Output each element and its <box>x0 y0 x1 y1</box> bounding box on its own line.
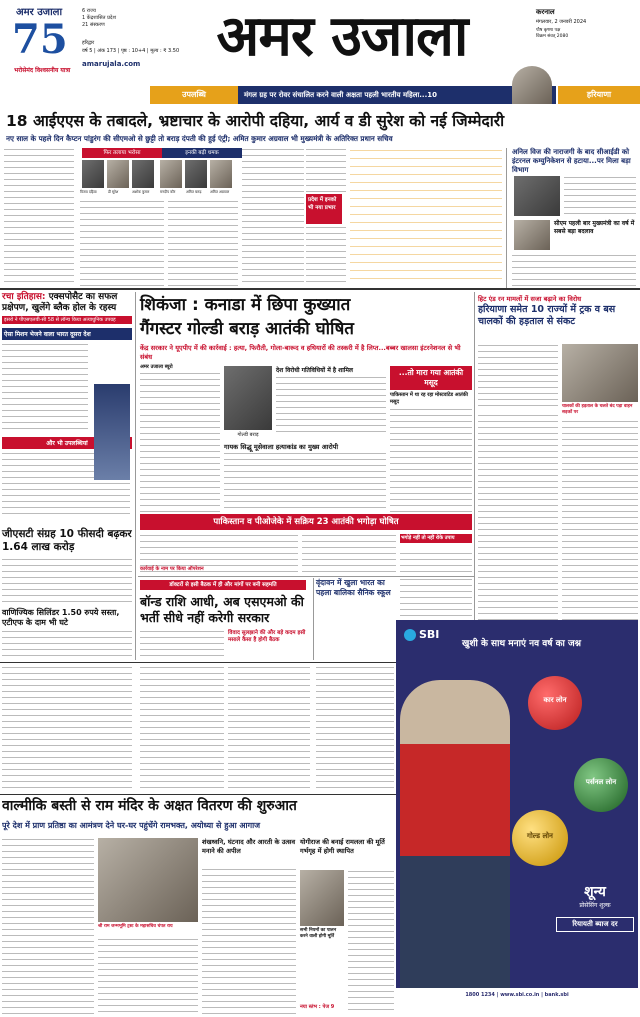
anniversary-tagline: भरोसेमंद विश्वसनीय यात्रा <box>14 67 71 74</box>
gangster-photo <box>224 366 272 430</box>
doctors-text-3 <box>228 666 310 792</box>
right-top-photo <box>514 176 560 216</box>
ornament-gold-label: गोल्ड लोन <box>527 832 553 840</box>
pakistan-text-3 <box>400 552 472 574</box>
sbi-logo <box>404 628 439 641</box>
lead-column-5 <box>306 148 346 192</box>
rocket-image <box>94 384 130 480</box>
lead-list <box>350 148 502 286</box>
doctors-headline[interactable]: बॉन्ड राशि आधी, अब एसएमओ की भर्ती सीधे नहीं करेगी सरकार <box>140 594 304 625</box>
right-top-text-2 <box>512 254 636 286</box>
ribbon <box>0 86 640 104</box>
gangster-headline-2[interactable]: गैंगस्टर गोल्डी बराड़ आतंकी घोषित <box>140 319 354 339</box>
edition-info-editions: 21 संस्करण <box>82 22 105 28</box>
divider-col-1 <box>135 292 136 660</box>
ram-photo-2 <box>300 870 344 926</box>
doctors-quote: विवाद सुलझाने की और बड़े कदम इसी मसाले कैसा है होगी बैठक <box>228 630 306 643</box>
divider-right-top <box>506 148 507 288</box>
sbi-headline: खुशी के साथ मनाएं नव वर्ष का जश्न <box>462 639 581 649</box>
portrait-3 <box>132 160 154 188</box>
pakistan-headline[interactable]: पाकिस्तान व पीओजेके में सक्रिय 23 आतंकी भगोड़ा घोषित <box>140 514 472 530</box>
date: मंगलवार, 2 जनवरी 2024 <box>536 19 587 25</box>
vrindavan-text-2 <box>316 666 394 792</box>
anniversary-logo <box>12 18 74 66</box>
lead-column-4 <box>242 148 304 286</box>
portrait-5 <box>185 160 207 188</box>
gangster-caption: गोल्डी बराड़ <box>237 432 259 438</box>
portrait-1 <box>82 160 104 188</box>
rule-1 <box>0 288 640 290</box>
ram-col-3 <box>202 868 296 1014</box>
right-top-photo-2 <box>514 220 550 250</box>
doctors-strap: डॉक्टरों से इसी बैठक में ही और मांगों पर बनी सहमति <box>140 580 306 590</box>
newspaper-title: अमर उजाला <box>216 3 468 69</box>
ram-caption-1: श्री राम जन्मभूमि ट्रस्ट के महासचिव चंपत राय <box>98 924 173 929</box>
ram-col-1 <box>2 838 94 1014</box>
name-1: विजय दहिया <box>80 190 97 194</box>
name-5: अमित बराड़ <box>186 190 202 194</box>
gangster-box-lines <box>390 408 472 512</box>
rocket-title: एक्सपोसैट का सफल प्रक्षेपण, खुलेंगे ब्लैक होल के रहस्य <box>2 292 118 313</box>
gst-text <box>2 558 132 604</box>
panchang-1: पौष कृष्णा पक्ष <box>536 28 561 33</box>
edition-name: हरिद्वार <box>82 40 95 46</box>
portrait-4 <box>160 160 182 188</box>
lead-tag-1: फिर तलाया भरोसा <box>82 148 162 158</box>
ornament-car-label: कार लोन <box>543 696 567 704</box>
right-top-headline[interactable]: अनिल विज की नाराजगी के बाद सीआईडी को इंटरनल कम्युनिकेशन से हटाया...पर मिला बड़ा विभाग <box>512 148 631 174</box>
rocket-box-1: ऐसा मिशन भेजने वाला भारत दूसरा देश <box>2 328 132 340</box>
rule-3 <box>0 794 396 795</box>
bus-text-1 <box>478 344 558 410</box>
gangster-subhead-2: देश विरोधी गतिविधियों में है शामिल <box>276 367 353 374</box>
gangster-side-box <box>390 366 472 512</box>
gangster-headline-1[interactable]: शिकंजा : कनाडा में छिपा कुख्यात <box>140 295 351 315</box>
ribbon-photo <box>512 66 552 104</box>
right-top-box: सीएम पहली बार मुख्यमंत्री का वर्ष में सबसे बड़ा बदलाव <box>554 220 635 235</box>
ram-subhead: पूरे देश में प्राण प्रतिष्ठा का आमंत्रण देने घर-घर पहुंचेंगे रामभक्त, अयोध्या से हुआ आगाज <box>2 821 261 830</box>
website[interactable]: amarujala.com <box>82 60 141 68</box>
lead-column-2 <box>80 200 164 286</box>
name-6: अमित अग्रवाल <box>210 190 230 194</box>
sbi-footer: 1800 1234 | www.sbi.co.in | bank.sbi <box>396 988 638 1002</box>
dateline <box>536 8 636 39</box>
vrindavan-headline[interactable]: वृंदावन में खुला भारत का पहला बालिका सैनिक स्कूल <box>316 578 391 597</box>
city: करनाल <box>536 8 555 16</box>
gangster-subhead: केंद्र सरकार ने यूएपीए में की कार्रवाई : हत्या, फिरौती, गोला-बारूद व हथियारों की तस्करी में है लिप्त...बब्बर खालसा इंटरनेशनल से भी संबंध <box>140 344 461 361</box>
ram-photo-1 <box>98 838 198 922</box>
ram-col-2-head: शंखध्वनि, घंटनाद और आरती के उत्सव मनाने की अपील <box>202 838 296 855</box>
rocket-kicker: रचा इतिहास: <box>2 292 46 302</box>
rocket-box-2: और भी उपलब्धियां <box>2 437 132 449</box>
lead-column-3 <box>168 200 238 286</box>
edition-info <box>82 8 142 29</box>
rule-doctors <box>138 576 474 577</box>
ram-caption-2: सभी नियमों का पालन करने वाली होगी मूर्ति <box>300 928 337 939</box>
gst-text-2 <box>2 666 132 792</box>
ornament-personal <box>574 758 628 812</box>
lead-side-box: प्रदेश में इनको भी नया प्रभार <box>306 194 342 224</box>
price-line: वर्ष 5 | अंक 173 | पृष्ठ : 10+4 | मूल्य : ₹ 3.50 <box>82 48 180 54</box>
rocket-strap: इसरो ने पीएसएलवी-सी 58 से लॉन्च किया अत्याधुनिक उपग्रह <box>2 316 132 324</box>
edition-info-states: 6 राज्य <box>82 8 96 14</box>
gangster-col-1 <box>140 372 220 512</box>
bus-kicker: हिट एंड रन मामलों में सजा बढ़ाने का विरोध <box>478 295 582 303</box>
name-3: अशोक कुमार <box>132 190 150 194</box>
gangster-lower-head: गायक सिद्धू मूसेवाला हत्याकांड का मुख्य आरोपी <box>224 443 339 451</box>
rule-2 <box>0 662 396 663</box>
ram-col-2 <box>98 938 198 1014</box>
offer-rate: रियायती ब्याज दर <box>556 917 634 932</box>
ribbon-headline[interactable]: मंगल ग्रह पर रोवर संचालित करने वाली अक्षता पहली भारतीय महिला...10 <box>238 86 556 104</box>
lead-column-1 <box>4 148 74 286</box>
lead-photo-strip <box>78 160 238 194</box>
offer-processing: प्रोसेसिंग शुल्क <box>579 902 611 909</box>
bus-caption: चालकों की हड़ताल के चलते बंद पड़ा वाहन सड़कों पर <box>562 404 633 415</box>
gangster-box-text: पाकिस्तान में था रह रहा मोस्टवांटेड आतंकी मसूद <box>390 392 468 405</box>
portrait-6 <box>210 160 232 188</box>
ornament-gold <box>512 810 568 866</box>
bus-headline[interactable]: हरियाणा समेत 10 राज्यों में ट्रक व बस चालकों की हड़ताल से संकट <box>478 304 616 327</box>
pakistan-box: कार्रवाई के नाम पर किया ऑपरेशन <box>140 566 204 572</box>
gangster-byline: अमर उजाला ब्यूरो <box>140 364 173 370</box>
sbi-brand: SBI <box>419 628 440 641</box>
name-4: मनदीप कौर <box>160 190 176 194</box>
offer-zero: शून्य <box>584 884 606 900</box>
rocket-story <box>2 292 132 660</box>
name-2: डी सुरेश <box>108 190 119 194</box>
ram-headline[interactable]: वाल्मीकि बस्ती से राम मंदिर के अक्षत वितरण की शुरुआत <box>2 798 297 814</box>
ornament-personal-label: पर्सनल लोन <box>585 778 617 786</box>
bus-photo <box>562 344 638 402</box>
ornament-car <box>528 676 582 730</box>
divider-col-3 <box>474 292 475 660</box>
pakistan-tag: भगोड़े नहीं तो नहीं रोके उपाय <box>400 534 472 543</box>
sbi-ad[interactable] <box>396 620 638 1002</box>
ram-col-4 <box>348 870 394 1014</box>
lpg-text <box>2 630 132 660</box>
rocket-headline[interactable] <box>2 292 132 314</box>
ram-more[interactable]: नया स्तंभ : पेज 9 <box>300 1004 335 1010</box>
ribbon-label: उपलब्धि <box>150 86 238 104</box>
sbi-logo-icon <box>404 629 416 641</box>
lead-tag-2: इनकी बढ़ी धमक <box>162 148 242 158</box>
sbi-person <box>400 680 510 1000</box>
lead-subhead: नए साल के पहले दिन कैप्टन पांडुरंग की सीएमओ से छुट्टी तो बराड़ दंपती की हुई एंट्री; अमित कुमार अग्रवाल भी मुख्यमंत्री के अतिरिक्त प्रधान सचिव <box>6 134 393 143</box>
ribbon-state: हरियाणा <box>558 86 640 104</box>
gst-headline[interactable]: जीएसटी संग्रह 10 फीसदी बढ़कर 1.64 लाख करोड़ <box>2 528 132 553</box>
anniversary-number: 75 <box>12 16 68 63</box>
doctors-text-2 <box>140 666 224 792</box>
lead-column-6 <box>306 226 346 286</box>
portrait-2 <box>107 160 129 188</box>
vrindavan-text <box>400 578 472 620</box>
lpg-headline[interactable]: वाणिज्यिक सिलिंडर 1.50 रुपये सस्ता, एटीएफ के दाम भी घटे <box>2 608 120 627</box>
panchang-2: विक्रम संवत् 2080 <box>536 34 569 39</box>
right-top-text <box>564 176 636 216</box>
edition-info-ut: 1 केंद्रशासित प्रदेश <box>82 15 116 21</box>
portrait-names <box>78 190 248 198</box>
ram-col-3-head: योगीराज की बनाई रामलला की मूर्ति गर्भगृह में होगी स्थापित <box>300 838 385 855</box>
gangster-box-title: ...तो मारा गया आतंकी मसूद <box>390 366 472 390</box>
divider-vrindavan <box>313 578 314 660</box>
small-brand: अमर उजाला <box>16 7 63 18</box>
gangster-col-3 <box>224 452 386 512</box>
gangster-col-2 <box>276 376 386 432</box>
sbi-offer <box>556 882 634 956</box>
doctors-text-1 <box>140 630 224 660</box>
lead-headline[interactable]: 18 आईएएस के तबादले, भ्रष्टाचार के आरोपी दहिया, आर्य व डी सुरेश को नई जिम्मेदारी <box>6 112 505 130</box>
rocket-text-1 <box>2 343 88 433</box>
